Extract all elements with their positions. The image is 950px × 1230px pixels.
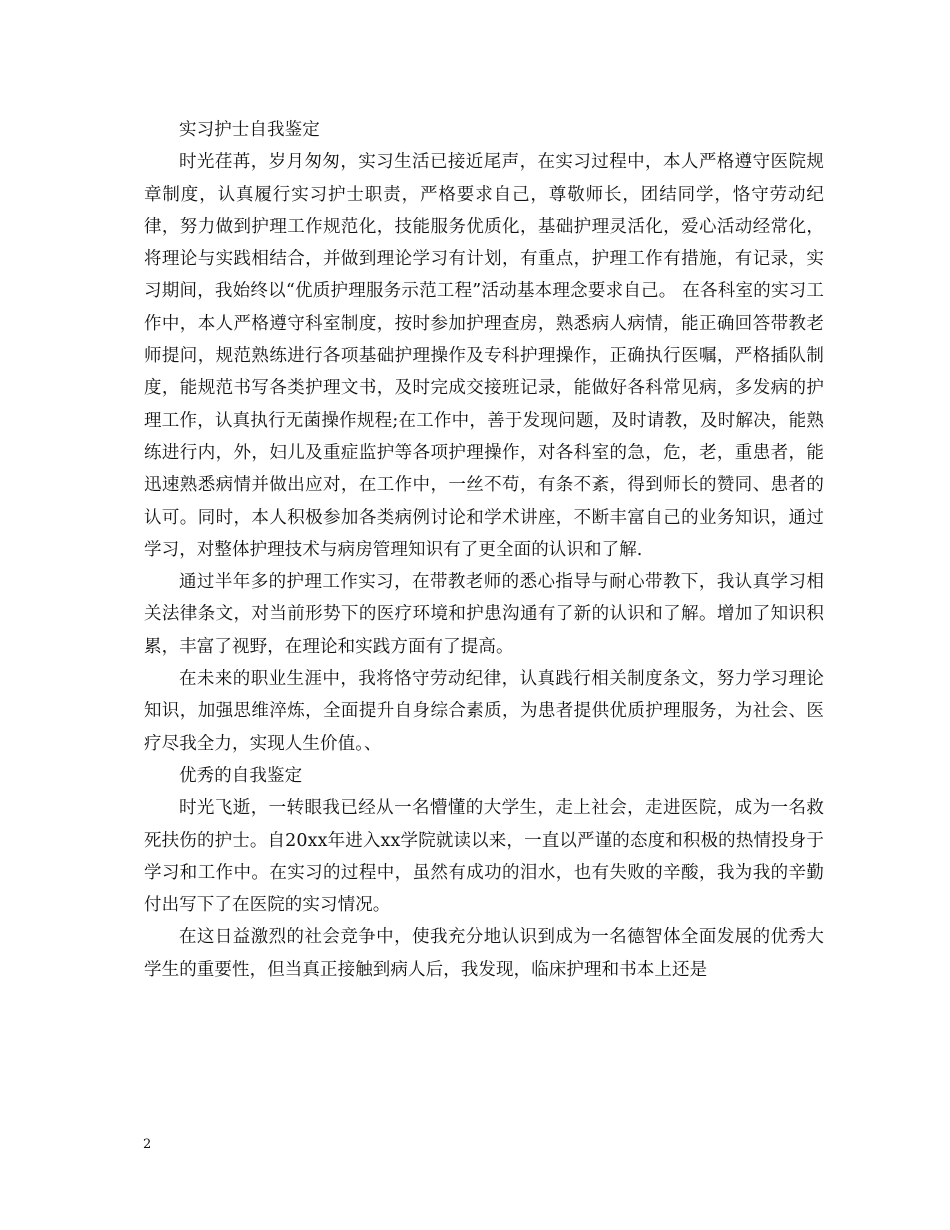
page-number: 2 [143, 1137, 152, 1152]
paragraph-1: 时光荏苒，岁月匆匆，实习生活已接近尾声，在实习过程中，本人严格遵守医院规章制度，认真履行实习护士职责，严格要求自己，尊敬师长，团结同学，恪守劳动纪律，努力做到护理工作规范化，技能服务优质化，基础护理灵活化，爱心活动经常化，将理论与实践相结合，并做到理论学习有计划，有重点，护理工作有措施，有记录，实习期间，我始终以“优质护理服务示范工程”活动基本理念要求自己。 在各科室的实习工作中，本人严格遵守科室制度，按时参加护理查房，熟悉病人病情，能正确回答带教老师提问，规范熟练进行各项基础护理操作及专科护理操作，正确执行医嘱，严格插队制度，能规范书写各类护理文书，及时完成交接班记录，能做好各科常见病，多发病的护理工作，认真执行无菌操作规程;在工作中，善于发现问题，及时请教，及时解决，能熟练进行内，外，妇儿及重症监护等各项护理操作，对各科室的急，危，老，重患者，能迅速熟悉病情并做出应对，在工作中，一丝不苟，有条不紊，得到师长的赞同、患者的认可。同时，本人积极参加各类病例讨论和学术讲座，不断丰富自己的业务知识，通过学习，对整体护理技术与病房管理知识有了更全面的认识和了解. [144, 152, 824, 560]
paragraph-4: 时光飞逝，一转眼我已经从一名懵懂的大学生，走上社会，走进医院，成为一名救死扶伤的护士。自20xx年进入xx学院就读以来，一直以严谨的态度和积极的热情投身于学习和工作中。在实习的过程中，虽然有成功的泪水，也有失败的辛酸，我为我的辛勤付出写下了在医院的实习情况。 [144, 798, 824, 916]
section-title-intern-nurse: 实习护士自我鉴定 [179, 120, 320, 140]
paragraph-5: 在这日益激烈的社会竞争中，使我充分地认识到成为一名德智体全面发展的优秀大学生的重要性，但当真正接触到病人后，我发现，临床护理和书本上还是 [144, 927, 824, 980]
document-body [144, 114, 824, 986]
paragraph-2: 通过半年多的护理工作实习，在带教老师的悉心指导与耐心带教下，我认真学习相关法律条文，对当前形势下的医疗环境和护患沟通有了新的认识和了解。增加了知识积累，丰富了视野，在理论和实践方面有了提高。 [144, 572, 824, 657]
paragraph-3: 在未来的职业生涯中，我将恪守劳动纪律，认真践行相关制度条文，努力学习理论知识，加强思维淬炼，全面提升自身综合素质，为患者提供优质护理服务，为社会、医疗尽我全力，实现人生价值。、 [144, 669, 824, 754]
section-title-excellent: 优秀的自我鉴定 [179, 765, 303, 786]
